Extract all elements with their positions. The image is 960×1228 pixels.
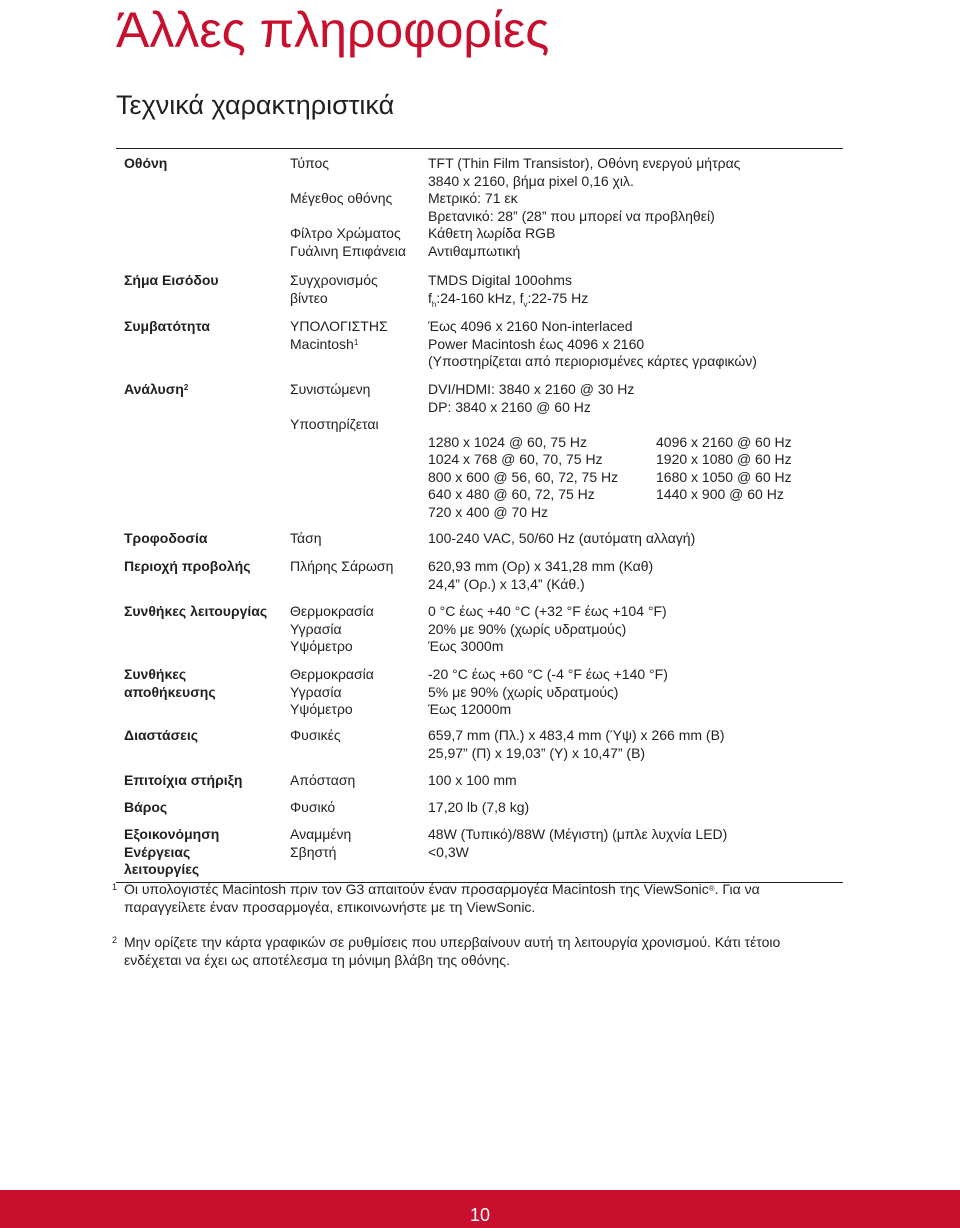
resolution-item: 1680 x 1050 @ 60 Hz [656,468,792,485]
footnotes [112,880,846,986]
spec-row-display [116,149,843,272]
footnote-1: 1 Οι υπολογιστές Macintosh πριν τον G3 απαιτούν έναν προσαρμογέα Macintosh της ViewSonic®. Για να παραγγείλετε έναν προσαρμογέα, επικοινωνήστε με τη ViewSonic. [112,881,760,915]
resolution-item: 800 x 600 @ 56, 60, 72, 75 Hz [428,468,619,485]
spec-sub: Υποστηρίζεται [290,416,379,432]
spec-label: Συνθήκες [124,666,187,682]
spec-label: Βάρος [124,799,168,815]
spec-row-weight [116,799,843,826]
spec-value: 0 °C έως +40 °C (+32 °F έως +104 °F) [428,603,667,619]
spec-label: Οθόνη [124,155,168,171]
spec-label: Σήμα Εισόδου [124,272,219,288]
spec-value: 100 x 100 mm [428,772,517,788]
spec-value: Κάθετη λωρίδα RGB [428,225,556,241]
spec-value: 3840 x 2160, βήμα pixel 0,16 χιλ. [428,172,634,189]
spec-label: Ενέργειας [124,843,191,860]
footnote-2: 2 Μην ορίζετε την κάρτα γραφικών σε ρυθμίσεις που υπερβαίνουν αυτή τη λειτουργία χρονισμού. Κάτι τέτοιο ενδέχεται να έχει ως αποτέλεσμα τη μόνιμη βλάβη της οθόνης. [112,934,781,968]
spec-table [116,148,843,883]
spec-label: αποθήκευσης [124,683,216,700]
spec-row-wall-mount [116,772,843,799]
spec-sub: ΥΠΟΛΟΓΙΣΤΗΣ [290,318,388,334]
spec-row-power [116,530,843,558]
resolution-item: 1440 x 900 @ 60 Hz [656,486,784,502]
spec-value: TMDS Digital 100ohms [428,272,572,288]
spec-value: DVI/HDMI: 3840 x 2160 @ 30 Hz [428,381,635,397]
spec-row-input-signal [116,272,843,318]
spec-value: 620,93 mm (Ορ) x 341,28 mm (Καθ) [428,558,654,574]
spec-sub: βίντεο [290,289,328,306]
spec-sub: Υψόμετρο [290,638,353,654]
spec-value: 100-240 VAC, 50/60 Hz (αυτόματη αλλαγή) [428,530,696,546]
spec-sub: Μέγεθος οθόνης [290,190,393,206]
spec-sub: Υγρασία [290,620,342,637]
spec-sub: Συγχρονισμός [290,272,378,288]
spec-label: Τροφοδοσία [124,530,208,546]
spec-sub: Υψόμετρο [290,701,353,717]
spec-value: <0,3W [428,843,469,860]
spec-sub: Τάση [290,530,322,546]
spec-value: 17,20 lb (7,8 kg) [428,799,530,815]
spec-sub: Αναμμένη [290,826,352,842]
spec-row-operating-conditions [116,603,843,666]
spec-label: Περιοχή προβολής [124,558,251,574]
frequency-range: $f_h:24-160$ kHz, $f_v:22-75$ Hz [428,289,589,309]
spec-value: TFT (Thin Film Transistor), Οθόνη ενεργού μήτρας [428,155,741,171]
spec-value: Βρετανικό: 28” (28” που μπορεί να προβληθεί) [428,207,715,224]
spec-row-resolution [116,381,843,530]
spec-row-compatibility [116,318,843,381]
spec-value: Power Macintosh έως 4096 x 2160 [428,335,645,352]
resolution-item: 640 x 480 @ 60, 72, 75 Hz [428,486,595,502]
footer-bar [0,1190,960,1228]
spec-value: Αντιθαμπωτική [428,242,521,259]
spec-value: (Υποστηρίζεται από περιορισμένες κάρτες γραφικών) [428,353,757,369]
spec-value: Έως 12000m [428,701,512,717]
spec-value: 5% με 90% (χωρίς υδρατμούς) [428,683,619,700]
resolution-item: 720 x 400 @ 70 Hz [428,503,549,520]
spec-row-power-saving [116,826,843,882]
resolution-item: 1280 x 1024 @ 60, 75 Hz [428,433,587,450]
spec-row-dimensions [116,727,843,772]
resolution-item: 1920 x 1080 @ 60 Hz [656,451,792,467]
spec-sub: Θερμοκρασία [290,666,374,682]
spec-sub: Σβηστή [290,843,337,860]
spec-value: Έως 3000m [428,638,504,654]
spec-value: DP: 3840 x 2160 @ 60 Hz [428,398,591,415]
spec-sub: Φυσικές [290,727,341,743]
spec-sub: Τύπος [290,155,329,171]
spec-value: 24,4” (Ορ.) x 13,4” (Κάθ.) [428,575,585,592]
spec-sub: Υγρασία [290,683,342,700]
section-heading: Τεχνικά χαρακτηριστικά [116,90,395,120]
spec-sub: Απόσταση [290,772,356,788]
spec-label: λειτουργίες [124,861,200,877]
supported-resolutions [428,434,848,522]
spec-value: Έως 4096 x 2160 Non-interlaced [428,318,633,334]
spec-label: Εξοικονόμηση [124,826,220,842]
resolution-item: 4096 x 2160 @ 60 Hz [656,433,792,450]
spec-label: Συνθήκες λειτουργίας [124,603,268,619]
spec-sub: Φυσικό [290,799,336,815]
spec-value: 659,7 mm (Πλ.) x 483,4 mm (Ύψ) x 266 mm (Β) [428,727,725,743]
spec-value: Μετρικό: 71 εκ [428,190,518,206]
spec-sub: Πλήρης Σάρωση [290,558,394,574]
spec-sub: Θερμοκρασία [290,603,374,619]
spec-label: Ανάλυση$^2$ [124,381,189,397]
spec-sub: Macintosh$^1$ [290,335,359,352]
spec-value: -20 °C έως +60 °C (-4 °F έως +140 °F) [428,666,668,682]
page-number: 10 [469,1205,491,1225]
spec-label: Συμβατότητα [124,318,210,334]
spec-value: 20% με 90% (χωρίς υδρατμούς) [428,620,627,637]
spec-sub: Γυάλινη Επιφάνεια [290,242,406,259]
spec-row-display-area [116,558,843,603]
spec-label: Επιτοίχια στήριξη [124,772,243,788]
resolution-item: 1024 x 768 @ 60, 70, 75 Hz [428,451,603,467]
spec-row-storage-conditions [116,666,843,727]
spec-value: 48W (Τυπικό)/88W (Μέγιστη) (μπλε λυχνία LED) [428,826,728,842]
spec-sub: Συνιστώμενη [290,381,371,397]
spec-value: 25,97” (Π) x 19,03” (Υ) x 10,47” (Β) [428,744,646,761]
spec-sub: Φίλτρο Χρώματος [290,225,401,241]
spec-label: Διαστάσεις [124,727,198,743]
page-heading: Άλλες πληροφορίες [116,2,550,58]
